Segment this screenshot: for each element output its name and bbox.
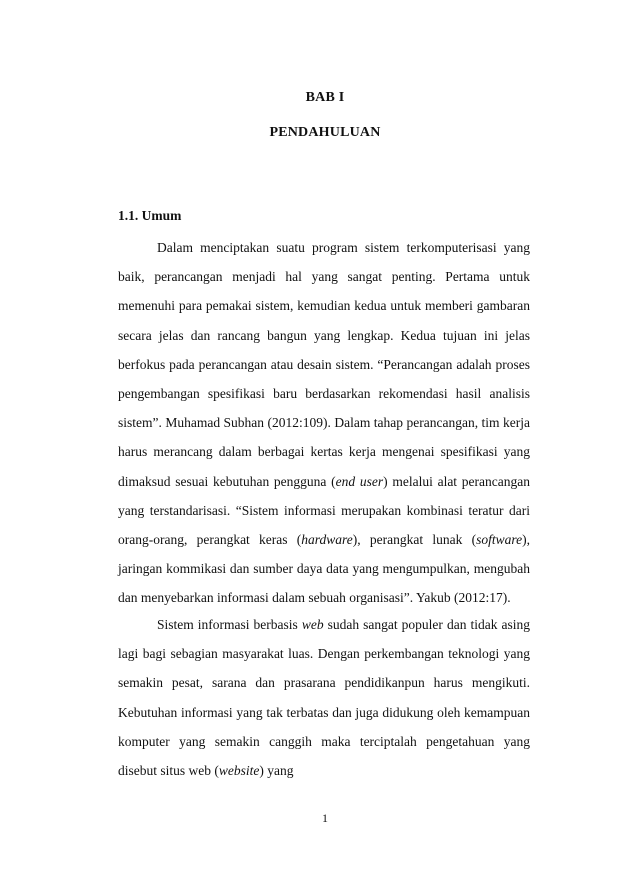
italic-term: web [301, 617, 324, 632]
text-run: sudah sangat populer dan tidak asing lagi bagi sebagian masyarakat luas. Dengan perkembangan teknologi yang semakin pesat, sarana dan prasarana pendidikanpun harus mengikuti. Kebutuhan informasi yang tak terbatas dan juga didukung oleh kemampuan komputer yang semakin canggih maka terciptalah pengetahuan yang disebut situs web ( [118, 617, 530, 779]
italic-term: software [476, 532, 523, 548]
text-run: ), perangkat lunak ( [352, 532, 477, 548]
chapter-title: PENDAHULUAN [269, 125, 381, 140]
body-paragraph-2 [118, 610, 530, 785]
text-run: ) melalui alat perancangan yang terstandarisasi. “Sistem informasi merupakan kombinasi teratur dari orang-orang, perangkat keras ( [118, 473, 530, 548]
section-heading: 1.1. Umum [118, 208, 182, 223]
paragraph-text [118, 610, 530, 785]
text-run: Dalam menciptakan suatu program sistem terkomputerisasi yang baik, perancangan menjadi hal yang sangat penting. Pertama untuk memenuhi para pemakai sistem, kemudian kedua untuk memberi gambaran secara jelas dan rancang bangun yang lengkap. Kedua tujuan ini jelas berfokus pada perancangan atau desain sistem. “Perancangan adalah proses pengembangan spesifikasi baru berdasarkan rekomendasi hasil analisis sistem”. Muhamad Subhan (2012:109). Dalam tahap perancangan, tim kerja harus merancang dalam berbagai kertas kerja mengenai spesifikasi yang dimaksud sesuai kebutuhan pengguna ( [118, 240, 530, 489]
chapter-label: BAB I [305, 90, 345, 105]
text-run: ), jaringan kommikasi dan sumber daya data yang mengumpulkan, mengubah dan menyebarkan informasi dalam sebuah organisasi”. Yakub (2012:17). [118, 532, 530, 606]
italic-term: end user [335, 473, 384, 489]
body-paragraph-1 [118, 233, 530, 613]
text-run: ) yang [259, 763, 294, 779]
page-number: 1 [322, 811, 328, 825]
text-run: Sistem informasi berbasis [157, 617, 302, 632]
paragraph-text [118, 233, 530, 613]
italic-term: hardware [301, 532, 353, 548]
italic-term: website [218, 763, 260, 779]
